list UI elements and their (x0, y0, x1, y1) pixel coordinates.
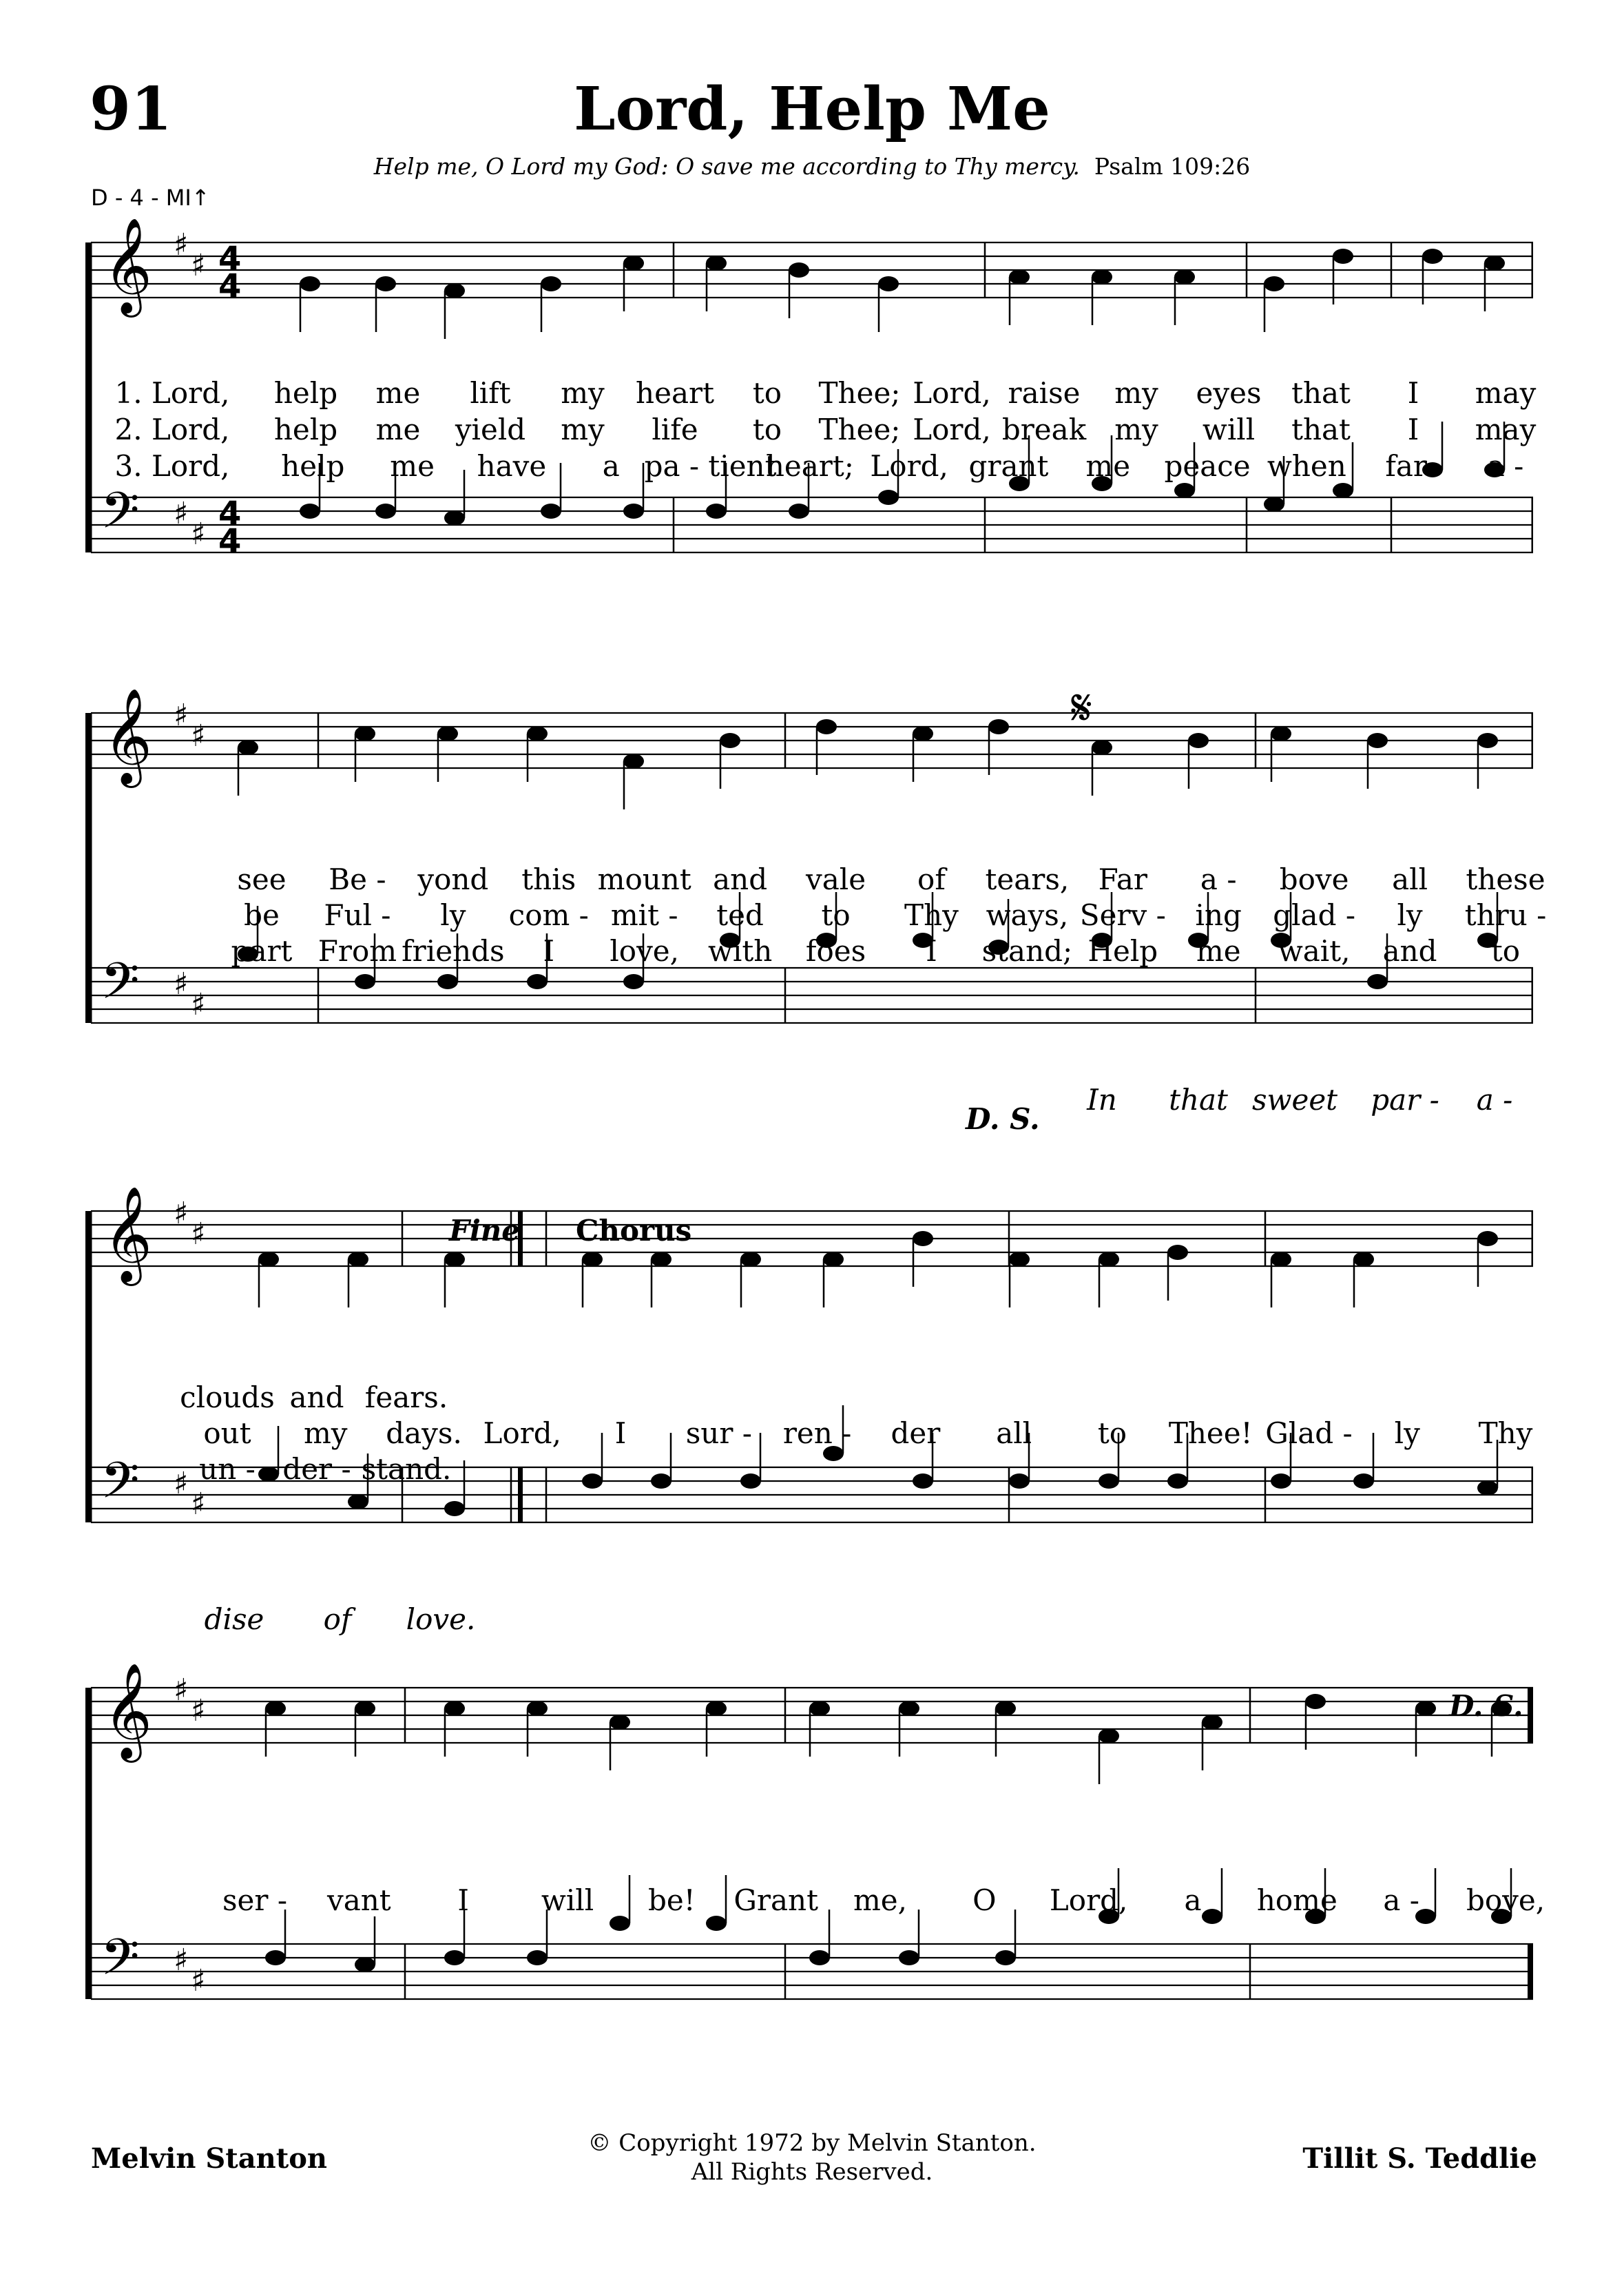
lyric-word: peace (1164, 449, 1251, 483)
lyric-word: have (477, 449, 547, 483)
key-signature: D - 4 - MI↑ (91, 185, 210, 211)
notehead (1099, 1252, 1119, 1267)
lyric-word: tears, (985, 862, 1070, 896)
lyric-word: Thee; (818, 376, 901, 410)
notehead (1202, 1909, 1222, 1924)
notehead (375, 276, 396, 291)
notehead (348, 1252, 368, 1267)
lyric-word: friends (402, 934, 505, 968)
lyric-word: mit - (610, 898, 678, 932)
notehead (995, 1701, 1016, 1716)
lyric-word: these (1466, 862, 1545, 896)
lyric-word: thru - (1464, 898, 1547, 932)
notehead (1167, 1245, 1188, 1260)
lyric-word: Lord, (913, 413, 991, 446)
notehead (1333, 249, 1353, 264)
lyric-word: home (1256, 1883, 1337, 1917)
lyric-word: my (1114, 413, 1158, 446)
notehead (1305, 1694, 1326, 1709)
notehead (899, 1701, 919, 1716)
lyric-word: 1. Lord, (114, 376, 230, 410)
ds-lyric-word: that (1169, 1083, 1228, 1117)
barline-right (1532, 242, 1534, 298)
lyric-word: to (821, 898, 851, 932)
lyric-word: will (1202, 413, 1256, 446)
notehead (913, 726, 933, 741)
lyric-word: From (317, 934, 397, 968)
notehead (444, 510, 465, 526)
lyric-word: Ful - (324, 898, 391, 932)
copyright-line-2: All Rights Reserved. (691, 2158, 933, 2186)
lyric-word: me (1085, 449, 1131, 483)
notehead (1092, 269, 1112, 284)
barline-right (1532, 497, 1534, 552)
lyric-word: ted (716, 898, 764, 932)
lyric-word: heart; (765, 449, 854, 483)
lyric-word: and (713, 862, 768, 896)
notehead (444, 1701, 465, 1716)
lyric-word: me (1196, 934, 1241, 968)
sharp-icon: ♯ (191, 517, 206, 552)
lyric-word: foes (805, 934, 866, 968)
notehead (706, 256, 727, 271)
notehead (1353, 1473, 1374, 1489)
notehead (651, 1473, 672, 1489)
lyric-word: of (917, 862, 946, 896)
lyric-word: Glad - (1265, 1416, 1353, 1450)
lyric-word: bove (1279, 862, 1349, 896)
lyric-word: Thee! (1168, 1416, 1253, 1450)
notehead (1367, 974, 1388, 989)
lyric-word: Lord, (1049, 1883, 1128, 1917)
lyric-word: help (273, 413, 338, 446)
lyric-word: break (1001, 413, 1087, 446)
notehead (1367, 733, 1388, 748)
lyric-word: me, (853, 1883, 908, 1917)
barline-right (1532, 1467, 1534, 1522)
notehead (375, 504, 396, 519)
notehead (809, 1701, 830, 1716)
ds-end-marking: D. S. (1449, 1689, 1523, 1723)
lyric-word: Lord, (913, 376, 991, 410)
notehead (1009, 269, 1030, 284)
notehead (355, 974, 375, 989)
lyric-word: stand; (981, 934, 1073, 968)
lyric-word: my (561, 376, 605, 410)
lyric-word: ser - (222, 1883, 288, 1917)
lyric-word: me (375, 413, 421, 446)
notehead (1484, 256, 1505, 271)
lyric-word: Serv - (1079, 898, 1166, 932)
lyric-word: may (1475, 376, 1537, 410)
ds-label: D. S. (966, 1102, 1040, 1136)
barline-right (1532, 1211, 1534, 1266)
notehead (1009, 1252, 1030, 1267)
lyric-word: be! (648, 1883, 696, 1917)
lyric-word: O (972, 1883, 997, 1917)
notehead (995, 1950, 1016, 1965)
barline-right (1532, 968, 1534, 1023)
lyric-word: my (561, 413, 605, 446)
hymn-number: 91 (90, 74, 172, 144)
ds-lyric-word: In (1087, 1083, 1117, 1117)
lyric-word: der - (282, 1452, 351, 1486)
lyric-word: vale (806, 862, 866, 896)
sharp-icon: ♯ (174, 496, 189, 531)
final-barline (518, 1467, 523, 1522)
ds-lyric-word: of (323, 1602, 352, 1636)
notehead (527, 1950, 548, 1965)
notehead (651, 1252, 672, 1267)
sharp-icon: ♯ (191, 1963, 206, 1998)
treble-clef-icon: 𝄞 (103, 218, 152, 313)
notehead (988, 719, 1009, 734)
sharp-icon: ♯ (191, 1487, 206, 1522)
lyric-word: life (652, 413, 698, 446)
notehead (265, 1701, 286, 1716)
notehead (527, 974, 548, 989)
lyric-word: mount (597, 862, 691, 896)
notehead (348, 1494, 368, 1509)
notehead (899, 1950, 919, 1965)
lyric-word: clouds (180, 1380, 275, 1414)
lyric-word: yond (417, 862, 489, 896)
time-signature: 4 (218, 495, 242, 533)
lyric-word: far (1385, 449, 1428, 483)
notehead (1167, 1473, 1188, 1489)
lyric-word: un - (199, 1452, 256, 1486)
notehead (1174, 483, 1195, 498)
lyric-word: that (1291, 376, 1351, 410)
notehead (541, 504, 561, 519)
lyric-word: sur - (685, 1416, 752, 1450)
lyric-word: see (237, 862, 287, 896)
chorus-label: Chorus (576, 1214, 692, 1248)
notehead (541, 276, 561, 291)
sharp-icon: ♯ (174, 1943, 189, 1978)
notehead (610, 1916, 630, 1931)
notehead (1271, 1252, 1291, 1267)
lyric-word: grant (968, 449, 1049, 483)
notehead (1202, 1715, 1222, 1730)
lyric-word: raise (1008, 376, 1081, 410)
lyric-word: Thee; (818, 413, 901, 446)
sharp-icon: ♯ (191, 1217, 206, 1252)
notehead (1353, 1252, 1374, 1267)
lyric-word: with (707, 934, 773, 968)
lyric-word: a - (1383, 1883, 1419, 1917)
lyric-word: der (891, 1416, 941, 1450)
notehead (437, 974, 458, 989)
lyric-word: fears. (364, 1380, 448, 1414)
lyric-word: and (289, 1380, 344, 1414)
lyric-word: me (390, 449, 435, 483)
bass-clef-icon: 𝄢 (101, 481, 140, 552)
notehead (1477, 1480, 1498, 1496)
sharp-icon: ♯ (174, 698, 189, 733)
barline-right (1528, 1688, 1533, 1743)
lyric-word: ly (1394, 1416, 1420, 1450)
lyric-word: ly (1397, 898, 1423, 932)
notehead (1271, 726, 1291, 741)
notehead (238, 740, 258, 755)
sharp-icon: ♯ (174, 1466, 189, 1501)
lyric-word: 3. Lord, (114, 449, 230, 483)
notehead (1264, 276, 1284, 291)
music-credit: Tillit S. Teddlie (1302, 2142, 1537, 2175)
notehead (265, 1950, 286, 1965)
scripture-ref: Psalm 109:26 (1094, 153, 1251, 180)
lyric-word: Help (1087, 934, 1158, 968)
notehead (258, 1252, 279, 1267)
lyric-word: me (375, 376, 421, 410)
notehead (444, 1252, 465, 1267)
bass-clef-icon: 𝄢 (101, 951, 140, 1022)
ds-lyric-word: sweet (1251, 1083, 1338, 1117)
ds-lyric-word: dise (204, 1602, 264, 1636)
fine-marking: Fine (449, 1214, 521, 1248)
lyric-word: vant (326, 1883, 391, 1917)
notehead (582, 1473, 603, 1489)
notehead (1477, 733, 1498, 748)
notehead (623, 256, 644, 271)
lyric-word: a - (1487, 449, 1524, 483)
notehead (582, 1252, 603, 1267)
notehead (1422, 249, 1443, 264)
lyric-word: 2. Lord, (114, 413, 230, 446)
notehead (623, 754, 644, 769)
lyric-word: bove, (1466, 1883, 1545, 1917)
notehead (740, 1473, 761, 1489)
notehead (444, 1950, 465, 1965)
treble-clef-icon: 𝄞 (103, 1186, 152, 1282)
lyric-word: when (1267, 449, 1346, 483)
treble-clef-icon: 𝄞 (103, 1663, 152, 1759)
notehead (300, 504, 320, 519)
lyric-word: be (244, 898, 280, 932)
lyric-word: I (543, 934, 555, 968)
lyric-word: Thy (904, 898, 959, 932)
ds-lyric-word: par - (1371, 1083, 1439, 1117)
copyright-line-1: © Copyright 1972 by Melvin Stanton. (587, 2129, 1037, 2157)
notehead (1009, 1473, 1030, 1489)
notehead (1271, 1473, 1291, 1489)
notehead (355, 726, 375, 741)
sharp-icon: ♯ (191, 718, 206, 754)
treble-clef-icon: 𝄞 (103, 688, 152, 784)
lyric-word: ren - (782, 1416, 852, 1450)
notehead (1092, 740, 1112, 755)
lyric-word: out (203, 1416, 251, 1450)
lyric-word: lift (470, 376, 511, 410)
barline-right (1532, 713, 1534, 768)
lyric-word: help (273, 376, 338, 410)
lyric-word: com - (508, 898, 589, 932)
lyric-word: days. (386, 1416, 462, 1450)
lyric-word: may (1475, 413, 1537, 446)
notehead (913, 1473, 933, 1489)
notehead (437, 726, 458, 741)
lyric-word: Thy (1478, 1416, 1533, 1450)
notehead (610, 1715, 630, 1730)
lyric-word: I (614, 1416, 627, 1450)
notehead (355, 1701, 375, 1716)
sharp-icon: ♯ (174, 227, 189, 262)
sharp-icon: ♯ (191, 987, 206, 1022)
segno-icon: 𝄋 (1071, 679, 1092, 736)
lyric-word: wait, (1278, 934, 1351, 968)
notehead (444, 283, 465, 298)
notehead (527, 1701, 548, 1716)
lyric-word: to (1490, 934, 1521, 968)
lyric-word: ly (440, 898, 466, 932)
lyric-word: Be - (329, 862, 386, 896)
lyric-word: Lord, (483, 1416, 562, 1450)
lyric-word: heart (636, 376, 714, 410)
notehead (1099, 1728, 1119, 1744)
lyric-word: this (521, 862, 576, 896)
lyric-word: my (1114, 376, 1158, 410)
lyric-word: stand. (361, 1452, 452, 1486)
ds-lyric-word: love. (406, 1602, 476, 1636)
notehead (1264, 497, 1284, 512)
notehead (706, 1916, 727, 1931)
notehead (1174, 269, 1195, 284)
lyric-word: Far (1098, 862, 1148, 896)
notehead (300, 276, 320, 291)
scripture-text: Help me, O Lord my God: O save me according to Thy mercy. (373, 153, 1080, 180)
notehead (740, 1252, 761, 1267)
notehead (623, 974, 644, 989)
lyric-word: will (541, 1883, 594, 1917)
lyric-word: I (926, 934, 937, 968)
lyric-word: love, (610, 934, 680, 968)
notehead (1188, 733, 1209, 748)
lyric-word: ing (1195, 898, 1242, 932)
lyric-word: help (281, 449, 345, 483)
lyric-word: Lord, (870, 449, 948, 483)
bass-clef-icon: 𝄢 (101, 1451, 140, 1522)
lyric-word: all (996, 1416, 1032, 1450)
lyric-word: Grant (733, 1883, 818, 1917)
notehead (816, 719, 837, 734)
notehead (355, 1957, 375, 1972)
notehead (1477, 1231, 1498, 1246)
lyric-word: all (1392, 862, 1428, 896)
lyric-word: a - (1200, 862, 1237, 896)
words-credit: Melvin Stanton (91, 2142, 327, 2175)
notehead (809, 1950, 830, 1965)
notehead (706, 504, 727, 519)
lyric-word: and (1382, 934, 1437, 968)
notehead (913, 1231, 933, 1246)
lyric-word: yield (455, 413, 526, 446)
notehead (1415, 1701, 1436, 1716)
lyric-word: part (231, 934, 293, 968)
notehead (878, 276, 899, 291)
lyric-word: a (602, 449, 620, 483)
lyric-word: a (1184, 1883, 1202, 1917)
notehead (1333, 483, 1353, 498)
time-signature: 4 (218, 267, 242, 306)
notehead (258, 1467, 279, 1482)
hymn-title: Lord, Help Me (574, 74, 1050, 144)
notehead (527, 726, 548, 741)
notehead (444, 1501, 465, 1516)
lyric-word: pa - tient (644, 449, 777, 483)
lyric-word: to (752, 376, 782, 410)
time-signature: 4 (218, 240, 242, 278)
notehead (1099, 1473, 1119, 1489)
notehead (789, 504, 809, 519)
lyric-word: glad - (1273, 898, 1356, 932)
lyric-word: eyes (1196, 376, 1262, 410)
sharp-icon: ♯ (174, 1196, 189, 1231)
lyric-word: my (303, 1416, 348, 1450)
notehead (706, 1701, 727, 1716)
lyric-word: to (1097, 1416, 1127, 1450)
sharp-icon: ♯ (174, 1673, 189, 1708)
lyric-word: I (457, 1883, 469, 1917)
notehead (789, 262, 809, 278)
bass-clef-icon: 𝄢 (101, 1927, 140, 1998)
notehead (823, 1252, 844, 1267)
notehead (878, 490, 899, 505)
sharp-icon: ♯ (174, 966, 189, 1002)
barline-right (1528, 1944, 1533, 1999)
sharp-icon: ♯ (191, 248, 206, 283)
lyric-word: ways, (986, 898, 1069, 932)
lyric-word: that (1291, 413, 1351, 446)
time-signature: 4 (218, 522, 242, 561)
lyric-word: I (1407, 376, 1419, 410)
lyric-word: to (752, 413, 782, 446)
lyric-word: I (1407, 413, 1419, 446)
ds-lyric-word: a - (1476, 1083, 1513, 1117)
notehead (720, 733, 740, 748)
notehead (623, 504, 644, 519)
sharp-icon: ♯ (191, 1693, 206, 1728)
